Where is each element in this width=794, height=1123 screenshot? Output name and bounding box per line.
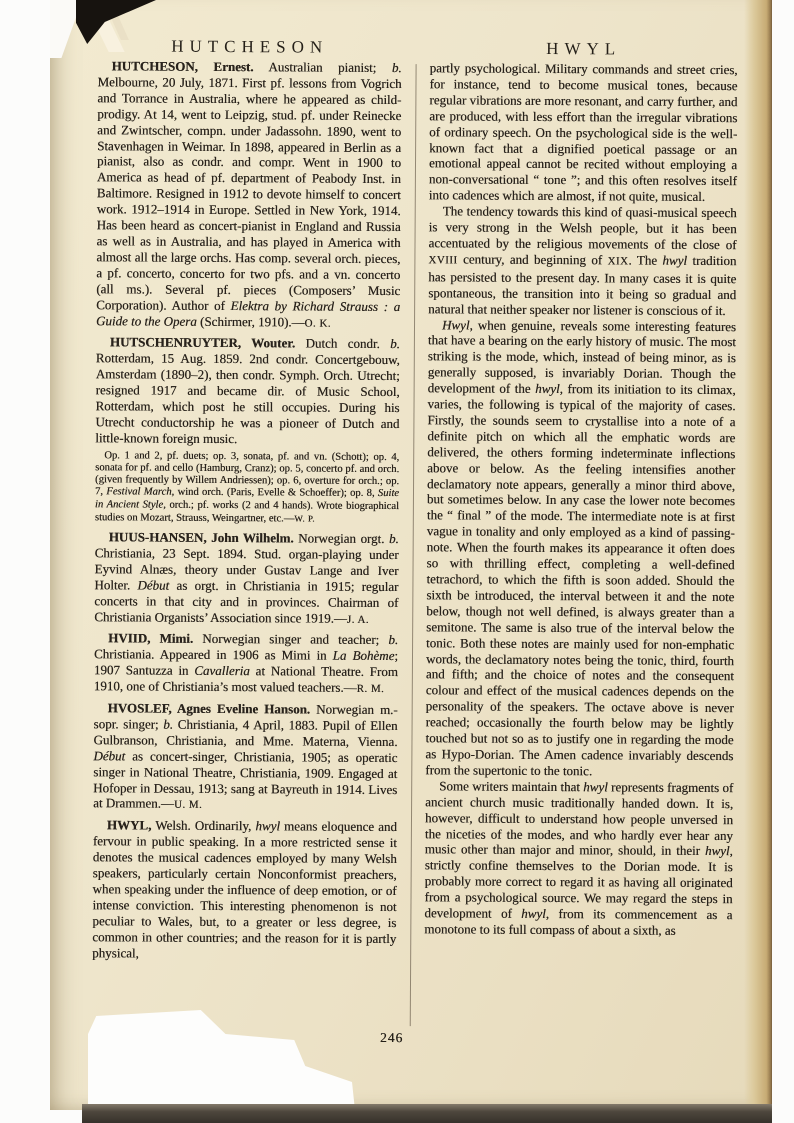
entry-hvoslef: HVOSLEF, Agnes Eveline Hanson. Norwegian m.-sopr. singer; b. Christiania, 4 April, 1883. Pupil of Ellen Gulbranson, Christiania, and Mme. Materna, Vienna. Début as concert-singer, Christiania, 1905; as operatic singer in National Theatre, Christiania, 1909. Engaged at Hofoper in Dessau, 1913; sang at Bayreuth in 1914. Lives at Drammen.—U. M. [93,700,398,812]
entry-hwyl: HWYL, Welsh. Ordinarily, hwyl means eloquence and fervour in public speaking. In a more restricted sense it denotes the musical cadences employed by many Welsh speakers, particularly certain Nonconformist preachers, when speaking under the influence of deep emotion, or of intense conviction. This interesting phenomenon is not peculiar to Wales, but, to a greater or less degree, is common in other countries; and the reason for it is partly physical, [92,817,398,961]
hwyl-mode-paragraph: Hwyl, when genuine, reveals some interesting features that have a bearing on the early history of music. The most striking is the mode, which, instead of being minor, as is generally supposed, is invariably Dorian. Though the development of the hwyl, from its initiation to its climax, varies, the following is typical of the majority of cases. Firstly, the sounds seem to crystallise into a note of a definite pitch on which all the emphatic words are delivered, the others forming indeterminate inflections above or below. As the feeling intensifies another declamatory note appears, generally a minor third above, but sometimes below. In any case the lower note becomes the “ final ” of the mode. The intermediate note is at first vague in tonality and only employed as a kind of passing-note. When the fourth makes its appearance it often does so with thrilling effect, completing a well-defined tetrachord, to which the fifth is soon added. Should the sixth be introduced, the interval between it and the note below, though not well defined, is always greater than a semitone. The same is also true of the interval below the tonic. Both these notes are mainly used for non-emphatic words, the declamatory notes being the tonic, third, fourth and fifth; and the choice of notes and the consequent colour and effect of the musical cadences depends on the personality of the speakers. The octave above is never reached; occasionally the fourth below may be lightly touched but not so as to justify one in regarding the mode as Hypo-Dorian. The Amen cadence invariably descends from the supertonic to the tonic. [425,316,737,779]
hwyl-writers-paragraph: Some writers maintain that hwyl represents fragments of ancient church music traditionally handed down. It is, however, difficult to understand how people unversed in the niceties of the modes, and who hardly ever hear any music other than major and minor, should, in their hwyl, strictly confine themselves to the Dorian mode. It is probably more correct to regard it as having all originated from a psychological source. We may regard the steps in development of hwyl, from its commencement as a monotone to its full compass of about a sixth, as [424,778,734,938]
entry-hviid: HVIID, Mimi. Norwegian singer and teacher; b. Christiania. Appeared in 1906 as Mimi in La Bohème; 1907 Santuzza in Cavalleria at National Theatre. From 1910, one of Christiania’s most valued teachers.—R. M. [93,630,399,696]
hwyl-continuation: partly psychological. Military commands and street cries, for instance, tend to become musical tones, because regular vibrations are more resonant, and carry further, and are produced, with less effort than the irregular vibrations of ordinary speech. On the psychological side is the well-known fact that a dignified poetical passage or an emotional appeal cannot be recited without employing a non-conversational “ tone ”; and this often resolves itself into cadences which are almost, if not quite, musical. [428,60,738,205]
right-running-head: HWYL [546,38,622,59]
worklist-hutschenruyter: Op. 1 and 2, pf. duets; op. 3, sonata, pf. and vn. (Schott); op. 4, sonata for pf. and cello (Hamburg, Cranz); op. 5, concerto pf. and orch. (given frequently by Willem Andriessen); op. 6, overture for orch.; op. 7, Festival March, wind orch. (Paris, Evelle & Schoeffer); op. 8, Suite in Ancient Style, orch.; pf. works (2 and 4 hands). Wrote biographical studies on Mozart, Strauss, Weingartner, etc.—W. P. [94,450,400,525]
entry-hutcheson: HUTCHESON, Ernest. Australian pianist; b. Melbourne, 20 July, 1871. First pf. lessons from Vogrich and Torrance in Australia, where he appeared as child-prodigy. At 14, went to Leipzig, stud. pf. under Reinecke and Zwintscher, compn. under Jadassohn. 1890, went to Stavenhagen in Weimar. In 1898, appeared in Berlin as a pianist, also as condr. and compr. Went in 1900 to America as head of pf. department of Peabody Inst. in Baltimore. Resigned in 1912 to devote himself to concert work. 1912–1914 in Europe. Settled in New York, 1914. Has been heard as concert-pianist in England and Russia as well as in Australia, and has played in America with almost all the large orchs. Has comp. several orch. pieces, a pf. concerto, concerto for two pfs. and a vn. concerto (all ms.). Several pf. pieces (Composers’ Music Corporation). Author of Elektra by Richard Strauss : a Guide to the Opera (Schirmer, 1910).—O. K. [95,58,402,330]
page-number: 246 [379,1029,404,1046]
bottom-shadow-band [82,1104,772,1123]
column-divider [410,64,417,1026]
left-column [92,58,402,966]
left-running-head: HUTCHESON [171,36,329,57]
entry-hutschenruyter: HUTSCHENRUYTER, Wouter. Dutch condr. b. Rotterdam, 15 Aug. 1859. 2nd condr. Concertgebouw, Amsterdam (1890–2), then condr. Symph. Orch. Utrecht; resigned 1917 and became dir. of Music School, Rotterdam, which post he still occupies. During his Utrecht conductorship he was a pioneer of Dutch and little-known foreign music. [95,334,400,446]
hwyl-tendency-paragraph: The tendency towards this kind of quasi-musical speech is very strong in the Welsh people, but it has been accentuated by the religious movements of the close of XVIII century, and beginning of XIX. The hwyl tradition has persisted to the present day. In many cases it is quite spontaneous, the transition into it being so gradual and natural that neither speaker nor listener is conscious of it. [428,203,737,318]
right-column [424,60,737,939]
entry-huus-hansen: HUUS-HANSEN, John Wilhelm. Norwegian orgt. b. Christiania, 23 Sept. 1894. Stud. organ-playing under Eyvind Alnæs, theory under Gustav Lange and Iver Holter. Début as orgt. in Christiania in 1915; regular concerts in that city and in provinces. Chairman of Christiania Organists’ Association since 1919.—J. A. [94,529,399,626]
